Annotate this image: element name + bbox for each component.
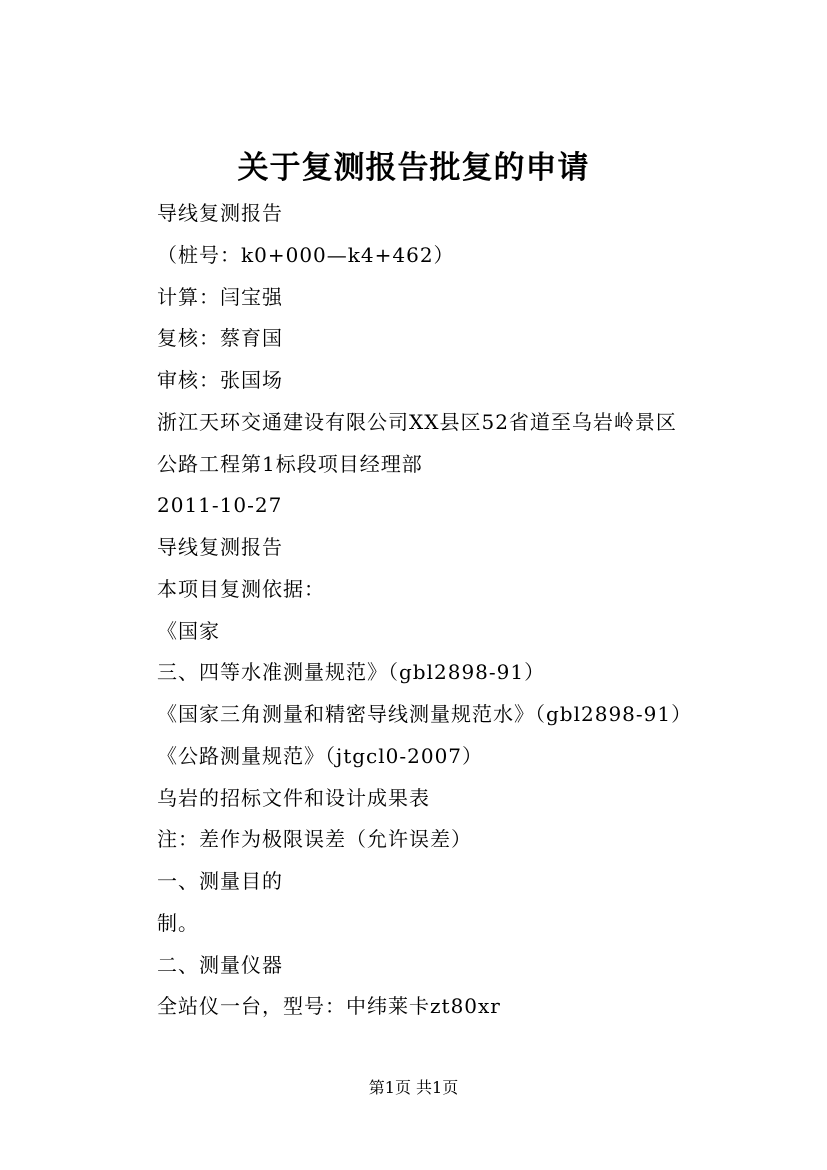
body-line: 复核：蔡育国: [157, 326, 283, 351]
body-line: 制。: [157, 910, 199, 935]
body-line: 本项目复测依据：: [157, 576, 325, 601]
document-title: 关于复测报告批复的申请: [237, 150, 590, 186]
body-line: （桩号：k0+000—k4+462）: [157, 242, 455, 267]
body-line: 全站仪一台，型号：中纬莱卡zt80xr: [157, 994, 501, 1019]
body-line: 2011-10-27: [157, 493, 283, 518]
body-line: 一、测量目的: [157, 869, 283, 893]
body-line: 公路工程第1标段项目经理部: [157, 451, 423, 476]
body-line: 《国家三角测量和精密导线测量规范水》（gbl2898-91）: [157, 702, 693, 726]
body-line: 《公路测量规范》（jtgcl0-2007）: [157, 743, 484, 768]
body-line: 三、四等水准测量规范》（gbl2898-91）: [157, 660, 546, 685]
body-line: 导线复测报告: [157, 201, 283, 225]
body-line: 《国家: [157, 618, 220, 643]
page-footer: 第1页 共1页: [368, 1078, 459, 1097]
body-line: 二、测量仪器: [157, 952, 283, 977]
body-line: 乌岩的招标文件和设计成果表: [157, 785, 430, 810]
document-body: [157, 193, 797, 1028]
body-line: 注：差作为极限误差（允许误差）: [157, 827, 472, 852]
body-line: 审核：张国场: [157, 368, 283, 392]
body-line: 导线复测报告: [157, 535, 283, 559]
body-line: 浙江天环交通建设有限公司XX县区52省道至乌岩岭景区: [157, 409, 677, 434]
body-line: 计算：闫宝强: [157, 284, 283, 309]
